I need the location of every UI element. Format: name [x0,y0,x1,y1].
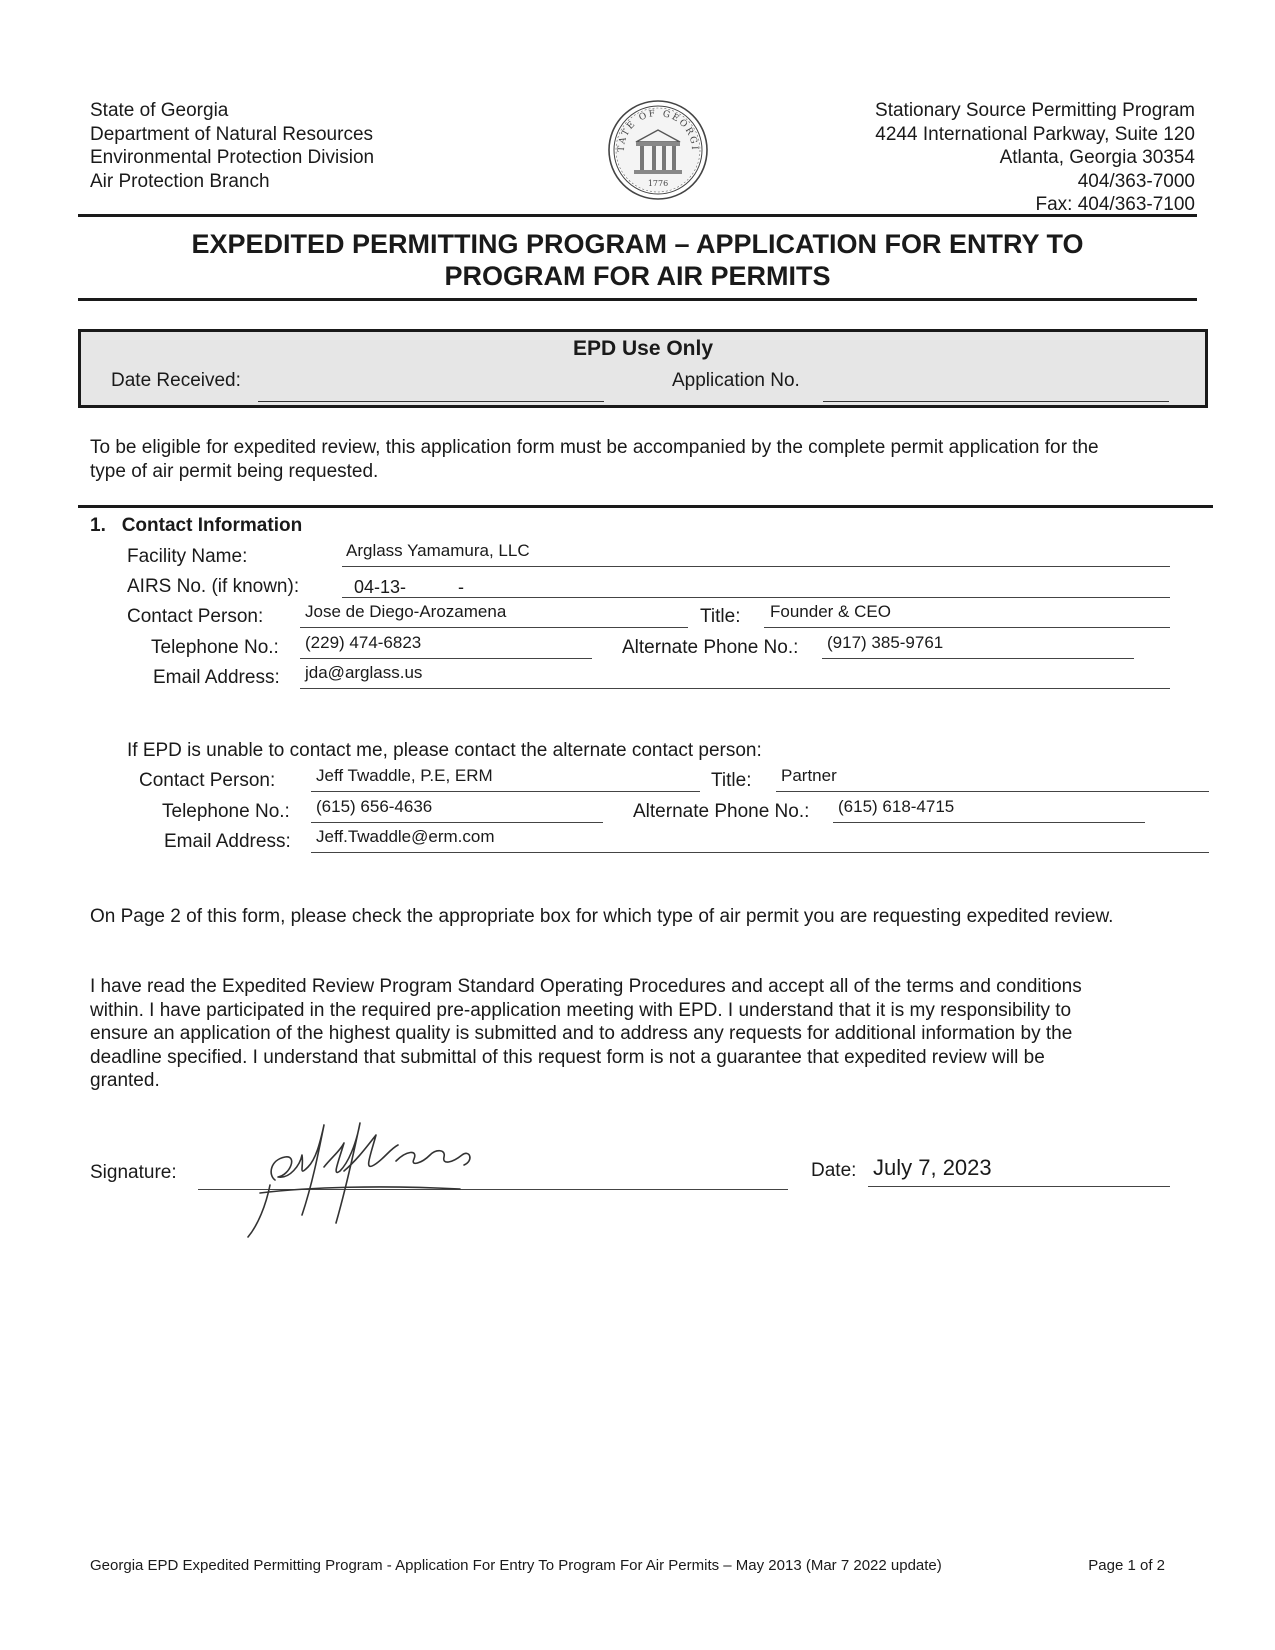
page-number: Page 1 of 2 [1088,1557,1165,1574]
eligibility-paragraph [90,436,1099,483]
email-value[interactable]: jda@arglass.us [305,663,423,682]
paragraph-line: ensure an application of the highest quality is submitted and to address any requests for additional information by the [90,1023,1073,1044]
paragraph-line: deadline specified. I understand that submittal of this request form is not a guarantee that expedited review will be [90,1046,1045,1068]
epd-use-only-heading: EPD Use Only [572,337,714,360]
airs-no-label: AIRS No. (if known): [127,576,300,597]
alt-email-field [311,852,1209,853]
contact-person-value[interactable]: Jose de Diego-Arozamena [305,602,507,621]
date-received-field[interactable] [258,401,604,402]
date-label: Date: [811,1160,857,1181]
alt-telephone-value[interactable]: (615) 656-4636 [316,797,433,816]
alt-title-field [776,791,1209,792]
form-title-line: EXPEDITED PERMITTING PROGRAM – APPLICATION FOR ENTRY TO [191,229,1084,259]
facility-name-value[interactable]: Arglass Yamamura, LLC [346,541,530,560]
alt-title-label: Title: [711,770,752,791]
alt-phone-field [822,658,1134,659]
title-field [764,627,1170,628]
address-line: 4244 International Parkway, Suite 120 [875,123,1195,145]
header-divider [78,214,1197,217]
paragraph-line: within. I have participated in the required pre-application meeting with EPD. I understand that it is my responsibility to [90,999,1072,1021]
airs-no-field [342,597,1170,598]
airs-no-dash: - [458,577,464,597]
alt-title-value[interactable]: Partner [781,766,837,785]
address-line: 404/363-7000 [1077,170,1195,192]
agency-line: Air Protection Branch [90,170,270,192]
paragraph-line: granted. [90,1070,160,1091]
email-label: Email Address: [153,667,280,688]
alternate-contact-intro: If EPD is unable to contact me, please contact the alternate contact person: [127,740,762,761]
email-field [300,688,1170,689]
title-value[interactable]: Founder & CEO [770,602,891,621]
facility-name-label: Facility Name: [127,546,248,567]
telephone-value[interactable]: (229) 474-6823 [305,633,422,652]
signature-label: Signature: [90,1162,177,1183]
paragraph-line: I have read the Expedited Review Program Standard Operating Procedures and accept all of the terms and conditions [90,976,1082,997]
alt-email-value[interactable]: Jeff.Twaddle@erm.com [316,827,495,846]
telephone-label: Telephone No.: [151,637,279,658]
title-label: Title: [700,606,741,627]
address-line: Stationary Source Permitting Program [875,100,1195,121]
paragraph-line: type of air permit being requested. [90,460,379,482]
georgia-seal-icon [606,98,710,202]
footer-text: Georgia EPD Expedited Permitting Program - Application For Entry To Program For Air Permits – May 2013 (Mar 7 2022 update) [90,1557,942,1574]
program-address-block [875,99,1195,217]
alt-alt-phone-field [833,822,1145,823]
svg-text:1776: 1776 [647,179,669,188]
alt-email-label: Email Address: [164,831,291,852]
application-no-label: Application No. [672,370,800,391]
alt-alt-phone-label: Alternate Phone No.: [633,801,810,822]
facility-name-field [342,566,1170,567]
alt-phone-label: Alternate Phone No.: [622,637,799,658]
airs-no-value[interactable]: 04-13- [354,577,407,597]
certification-paragraph [90,975,1082,1093]
application-no-field[interactable] [823,401,1169,402]
alt-telephone-field [311,822,603,823]
contact-person-label: Contact Person: [127,606,264,627]
alt-telephone-label: Telephone No.: [162,801,290,822]
agency-line: Department of Natural Resources [90,123,374,145]
title-divider [78,298,1197,301]
telephone-field [300,658,592,659]
address-line: Fax: 404/363-7100 [1035,194,1195,215]
page2-note: On Page 2 of this form, please check the appropriate box for which type of air permit you are requesting expedited review. [90,906,1114,927]
section-title: Contact Information [121,515,303,536]
contact-person-field [300,627,688,628]
agency-line: State of Georgia [90,100,229,121]
form-title-line: PROGRAM FOR AIR PERMITS [444,261,831,291]
svg-text:STATE OF GEORGIA: TATE OF GEORGI [616,108,700,153]
alt-contact-person-label: Contact Person: [139,770,276,791]
signature-image[interactable] [240,1105,480,1240]
alt-phone-value[interactable]: (917) 385-9761 [827,633,944,652]
alt-contact-person-value[interactable]: Jeff Twaddle, P.E, ERM [316,766,493,785]
paragraph-line: To be eligible for expedited review, this application form must be accompanied by the complete permit application for the [90,437,1099,458]
epd-use-only-box [78,329,1208,408]
section-divider [78,505,1213,508]
section-number: 1. [90,515,106,536]
signature-date-field [868,1186,1170,1187]
date-received-label: Date Received: [111,370,241,391]
signature-date-value[interactable]: July 7, 2023 [873,1155,992,1180]
address-line: Atlanta, Georgia 30354 [999,147,1195,168]
agency-line: Environmental Protection Division [90,147,375,168]
form-title [78,228,1197,292]
alt-contact-person-field [311,791,700,792]
alt-alt-phone-value[interactable]: (615) 618-4715 [838,797,955,816]
agency-block [90,99,374,193]
contact-section-heading [90,515,302,537]
